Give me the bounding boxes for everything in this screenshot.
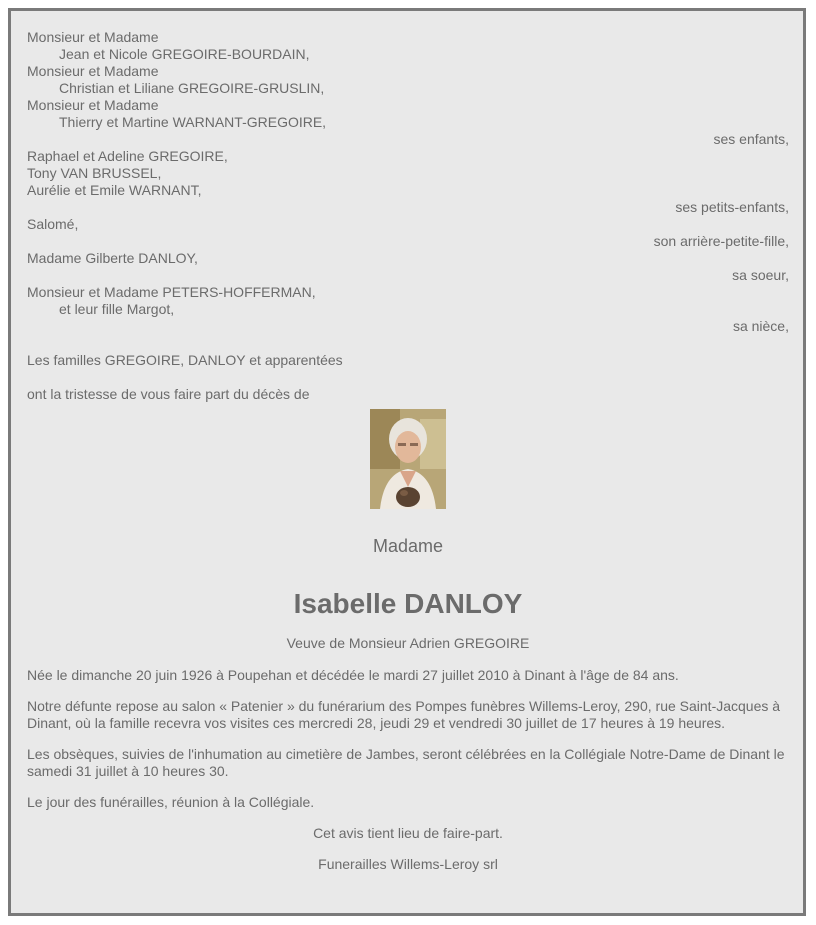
notice-line: Cet avis tient lieu de faire-part. — [313, 825, 503, 841]
announce-line: ont la tristesse de vous faire part du décès de — [27, 386, 310, 402]
deceased-name: Isabelle DANLOY — [293, 588, 523, 619]
family-line: Monsieur et Madame — [27, 29, 159, 45]
family-line: Christian et Liliane GREGOIRE-GRUSLIN, — [59, 80, 325, 96]
repose-paragraph: Notre défunte repose au salon « Patenier » du funérarium des Pompes funèbres Willems-Leroy, 290, rue Saint-Jacques à Dinant, où la famille recevra vos visites ces mercredi 28, jeudi 29 et vendredi 30 juillet de 17 heures à 19 heures. — [27, 698, 781, 731]
family-line: Monsieur et Madame — [27, 97, 159, 113]
relation-label: sa soeur, — [732, 267, 789, 283]
obituary-frame — [8, 8, 806, 916]
portrait-photo — [370, 409, 446, 509]
birth-death-paragraph: Née le dimanche 20 juin 1926 à Poupehan et décédée le mardi 27 juillet 2010 à Dinant à l'âge de 84 ans. — [27, 667, 679, 683]
undertaker-line: Funerailles Willems-Leroy srl — [318, 856, 498, 872]
family-line: Raphael et Adeline GREGOIRE, — [27, 148, 228, 164]
portrait-wrapper — [27, 409, 789, 513]
family-line: Tony VAN BRUSSEL, — [27, 165, 162, 181]
widow-line: Veuve de Monsieur Adrien GREGOIRE — [286, 635, 530, 651]
families-line: Les familles GREGOIRE, DANLOY et apparentées — [27, 352, 343, 368]
family-line: Thierry et Martine WARNANT-GREGOIRE, — [59, 114, 327, 130]
family-line: Jean et Nicole GREGOIRE-BOURDAIN, — [59, 46, 310, 62]
funeral-paragraph: Les obsèques, suivies de l'inhumation au cimetière de Jambes, seront célébrées en la Collégiale Notre-Dame de Dinant le samedi 31 juillet à 10 heures 30. — [27, 746, 785, 779]
meeting-paragraph: Le jour des funérailles, réunion à la Collégiale. — [27, 794, 315, 810]
deceased-honorific: Madame — [372, 536, 444, 556]
relation-label: sa nièce, — [732, 318, 789, 334]
family-line: Monsieur et Madame PETERS-HOFFERMAN, — [27, 284, 316, 300]
family-line: Monsieur et Madame — [27, 63, 159, 79]
family-line: et leur fille Margot, — [59, 301, 175, 317]
obituary-content — [27, 29, 789, 873]
family-line: Madame Gilberte DANLOY, — [27, 250, 198, 266]
relation-label: son arrière-petite-fille, — [653, 233, 789, 249]
family-line: Salomé, — [27, 216, 79, 232]
relation-label: ses petits-enfants, — [675, 199, 789, 215]
relation-label: ses enfants, — [713, 131, 789, 147]
family-line: Aurélie et Emile WARNANT, — [27, 182, 202, 198]
